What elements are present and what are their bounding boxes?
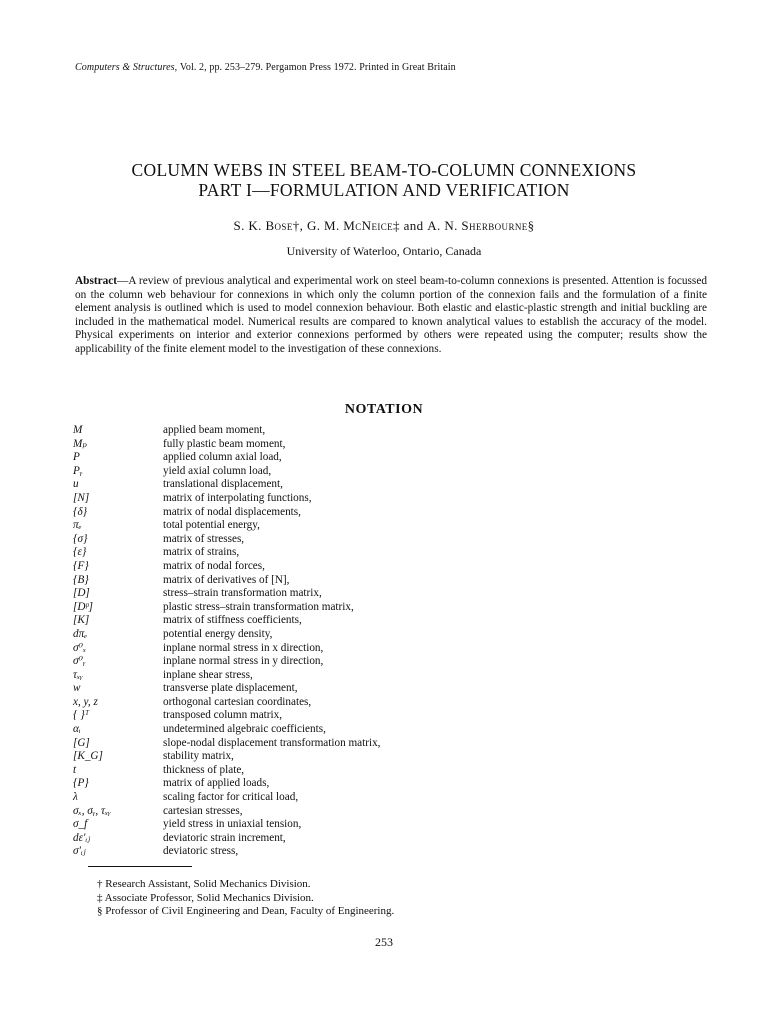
notation-symbol: [Dᵖ] [73,600,93,613]
notation-definition: yield axial column load, [163,464,272,477]
notation-row [73,642,713,656]
notation-symbol: σ⁰ₓ [73,641,87,654]
notation-row [73,628,713,642]
notation-row [73,750,713,764]
notation-row [73,845,713,859]
footnote-bose: † Research Assistant, Solid Mechanics Division. [97,878,311,890]
notation-definition: applied beam moment, [163,424,266,436]
notation-symbol: αᵢ [73,723,81,736]
author-bose: S. K. Bose† [233,218,300,233]
notation-row [73,669,713,683]
notation-symbol: πₑ [73,519,82,532]
notation-symbol: t [73,763,77,776]
notation-definition: deviatoric strain increment, [163,831,286,844]
notation-row [73,709,713,723]
notation-definition: matrix of nodal forces, [163,559,265,572]
notation-definition: slope-nodal displacement transformation matrix, [163,736,381,749]
notation-symbol: τₓᵧ [73,668,83,681]
notation-definition: stress–strain transformation matrix, [163,587,322,600]
notation-row [73,682,713,696]
notation-definition: matrix of nodal displacements, [163,505,301,518]
notation-definition: undetermined algebraic coefficients, [163,723,326,736]
journal-name: Computers & Structures, [75,62,178,73]
notation-definition: potential energy density, [163,627,273,640]
notation-row [73,832,713,846]
notation-symbol: σ⁰ᵧ [73,655,86,668]
page-number: 253 [375,935,393,949]
notation-symbol: {δ} [73,505,88,518]
notation-symbol: [K_G] [73,750,103,763]
notation-definition: cartesian stresses, [163,804,243,817]
notation-definition: transposed column matrix, [163,709,282,722]
notation-symbol: {ε} [73,546,87,559]
notation-symbol: σ_f [73,818,88,831]
notation-row [73,791,713,805]
notation-symbol: w [73,682,81,695]
author-mcneice: G. M. McNeice‡ [306,218,400,233]
notation-symbol: dπₑ [73,627,88,640]
notation-row [73,587,713,601]
notation-symbol: u [73,478,79,491]
footnotes [97,878,394,919]
notation-row [73,438,713,452]
notation-definition: translational displacement, [163,478,283,491]
notation-row [73,546,713,560]
notation-symbol: [G] [73,736,90,749]
notation-definition: matrix of interpolating functions, [163,491,312,504]
notation-row [73,506,713,520]
notation-definition: scaling factor for critical load, [163,791,299,804]
notation-row [73,424,713,438]
footnote-sherbourne: § Professor of Civil Engineering and Dean, Faculty of Engineering. [97,905,395,918]
journal-header [75,62,456,73]
author-separator: , [299,218,307,233]
notation-row [73,560,713,574]
author-list [0,218,768,234]
notation-row [73,764,713,778]
notation-definition: applied column axial load, [163,451,282,464]
notation-symbol: σₓ, σᵧ, τₓᵧ [73,804,111,817]
abstract [75,275,707,357]
footnote-mcneice: ‡ Associate Professor, Solid Mechanics Division. [97,891,314,904]
notation-definition: plastic stress–strain transformation matrix, [163,600,354,613]
notation-symbol: Pᵧ [73,464,83,477]
notation-row [73,574,713,588]
notation-symbol: {σ} [73,532,88,545]
notation-definition: inplane normal stress in y direction, [163,655,324,668]
notation-row [73,696,713,710]
notation-symbol: M [73,424,83,436]
notation-symbol: Mₚ [73,437,87,450]
notation-heading: NOTATION [344,402,424,417]
notation-row [73,655,713,669]
notation-row [73,519,713,533]
notation-row [73,805,713,819]
notation-list [73,424,713,859]
notation-symbol: x, y, z [73,695,98,708]
affiliation: University of Waterloo, Ontario, Canada [286,244,482,258]
notation-row [73,465,713,479]
notation-definition: matrix of applied loads, [163,777,270,790]
notation-symbol: {P} [73,777,89,790]
notation-row [73,818,713,832]
author-sherbourne: A. N. Sherbourne§ [427,218,535,233]
notation-definition: inplane shear stress, [163,668,253,681]
notation-definition: orthogonal cartesian coordinates, [163,695,312,708]
notation-definition: thickness of plate, [163,763,245,776]
notation-definition: matrix of stiffness coefficients, [163,614,302,627]
notation-row [73,777,713,791]
notation-row [73,614,713,628]
notation-definition: matrix of derivatives of [N], [163,573,290,586]
notation-symbol: [K] [73,614,90,627]
notation-definition: deviatoric stress, [163,845,239,858]
footnote-divider [88,866,192,867]
notation-definition: yield stress in uniaxial tension, [163,818,302,831]
notation-definition: total potential energy, [163,519,260,532]
notation-symbol: [N] [73,491,90,504]
paper-title-line-1: COLUMN WEBS IN STEEL BEAM-TO-COLUMN CONNEXIONS [131,160,637,180]
notation-row [73,737,713,751]
abstract-label: Abstract [75,275,118,287]
notation-symbol: dε′ᵢⱼ [73,831,91,844]
notation-row [73,723,713,737]
notation-definition: matrix of stresses, [163,532,245,545]
author-separator: and [399,218,428,233]
notation-row [73,492,713,506]
notation-row [73,601,713,615]
notation-definition: transverse plate displacement, [163,682,298,695]
notation-symbol: σ′ᵢⱼ [73,845,86,858]
journal-citation: Vol. 2, pp. 253–279. Pergamon Press 1972. Printed in Great Britain [179,62,456,73]
notation-row [73,451,713,465]
notation-definition: inplane normal stress in x direction, [163,641,324,654]
notation-symbol: λ [73,791,78,804]
notation-symbol: P [73,451,80,464]
notation-symbol: { }ᵀ [73,709,90,722]
notation-row [73,478,713,492]
notation-definition: stability matrix, [163,750,234,763]
notation-definition: matrix of strains, [163,546,240,559]
notation-definition: fully plastic beam moment, [163,437,286,450]
notation-symbol: [D] [73,587,90,600]
paper-title-line-2: PART I—FORMULATION AND VERIFICATION [198,180,570,200]
notation-symbol: {B} [73,573,89,586]
abstract-text: —A review of previous analytical and experimental work on steel beam-to-column connexions is presented. Attention is focussed on the column web behaviour for connexions in which only the column portion of the connexion fails and the formulation of a finite element analysis is outlined which is used to model connexion behaviour. Both elastic and elastic-plastic strength and initial buckling are included in the mathematical model. Numerical results are compared to known analytical values to establish the accuracy of the model. Physical experiments on interior and exterior connexions performed by others were repeated using the computer; results show the applicability of the finite element model to the investigation of these connexions. [75,275,707,355]
notation-symbol: {F} [73,559,89,572]
notation-row [73,533,713,547]
